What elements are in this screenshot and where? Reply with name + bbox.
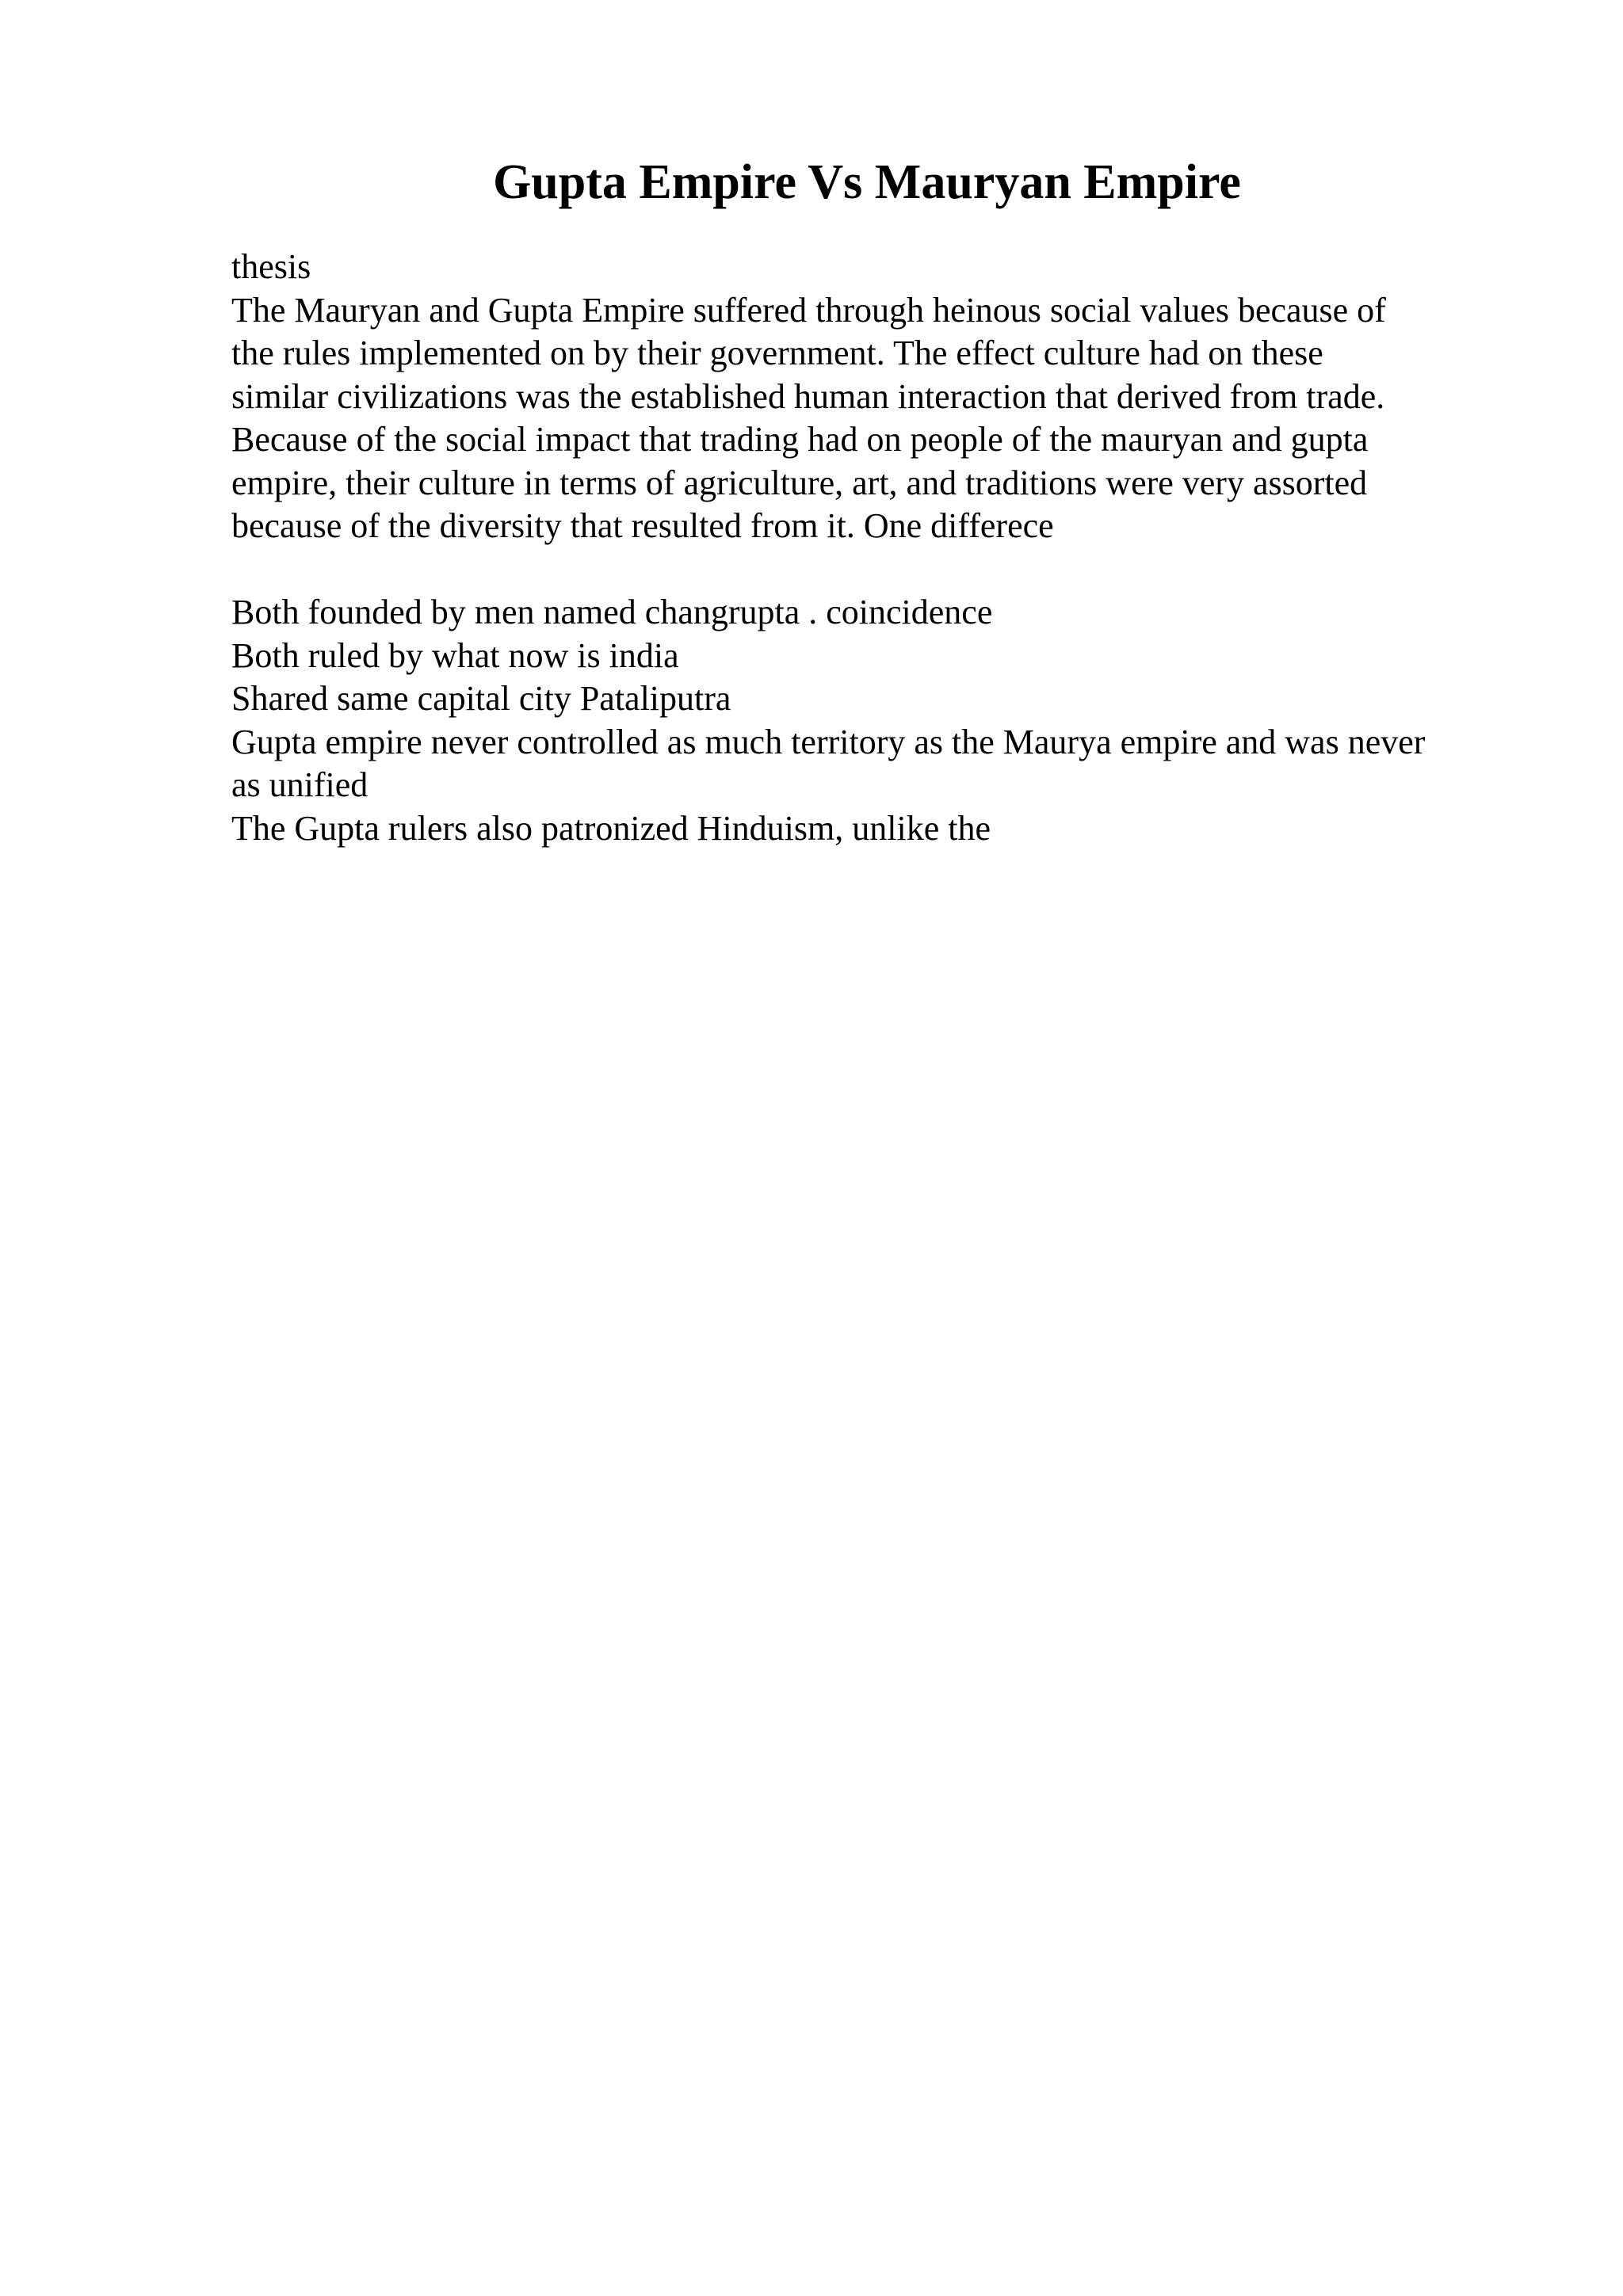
paragraph-line: because of the diversity that resulted from it. One differece xyxy=(231,506,1054,545)
note-line: The Gupta rulers also patronized Hinduism, unlike the xyxy=(231,808,991,848)
note-line: Shared same capital city Pataliputra xyxy=(231,679,731,718)
paragraph-line: The Mauryan and Gupta Empire suffered through heinous social values because of xyxy=(231,290,1386,330)
paragraph-line: similar civilizations was the established human interaction that derived from trade. xyxy=(231,376,1385,416)
document-title: Gupta Empire Vs Mauryan Empire xyxy=(493,155,1241,209)
note-line: Both ruled by what now is india xyxy=(231,635,679,675)
note-line: as unified xyxy=(231,765,369,804)
document-body xyxy=(231,246,1515,850)
paragraph-line: empire, their culture in terms of agriculture, art, and traditions were very assorted xyxy=(231,463,1368,502)
note-line: Both founded by men named changrupta . coincidence xyxy=(231,593,993,631)
paragraph-line: Because of the social impact that trading had on people of the mauryan and gupta xyxy=(231,420,1369,459)
note-line: Gupta empire never controlled as much territory as the Maurya empire and was never xyxy=(231,722,1426,761)
blank-line xyxy=(231,548,1515,592)
paragraph-line: the rules implemented on by their government. The effect culture had on these xyxy=(231,334,1323,372)
thesis-label: thesis xyxy=(231,247,311,286)
